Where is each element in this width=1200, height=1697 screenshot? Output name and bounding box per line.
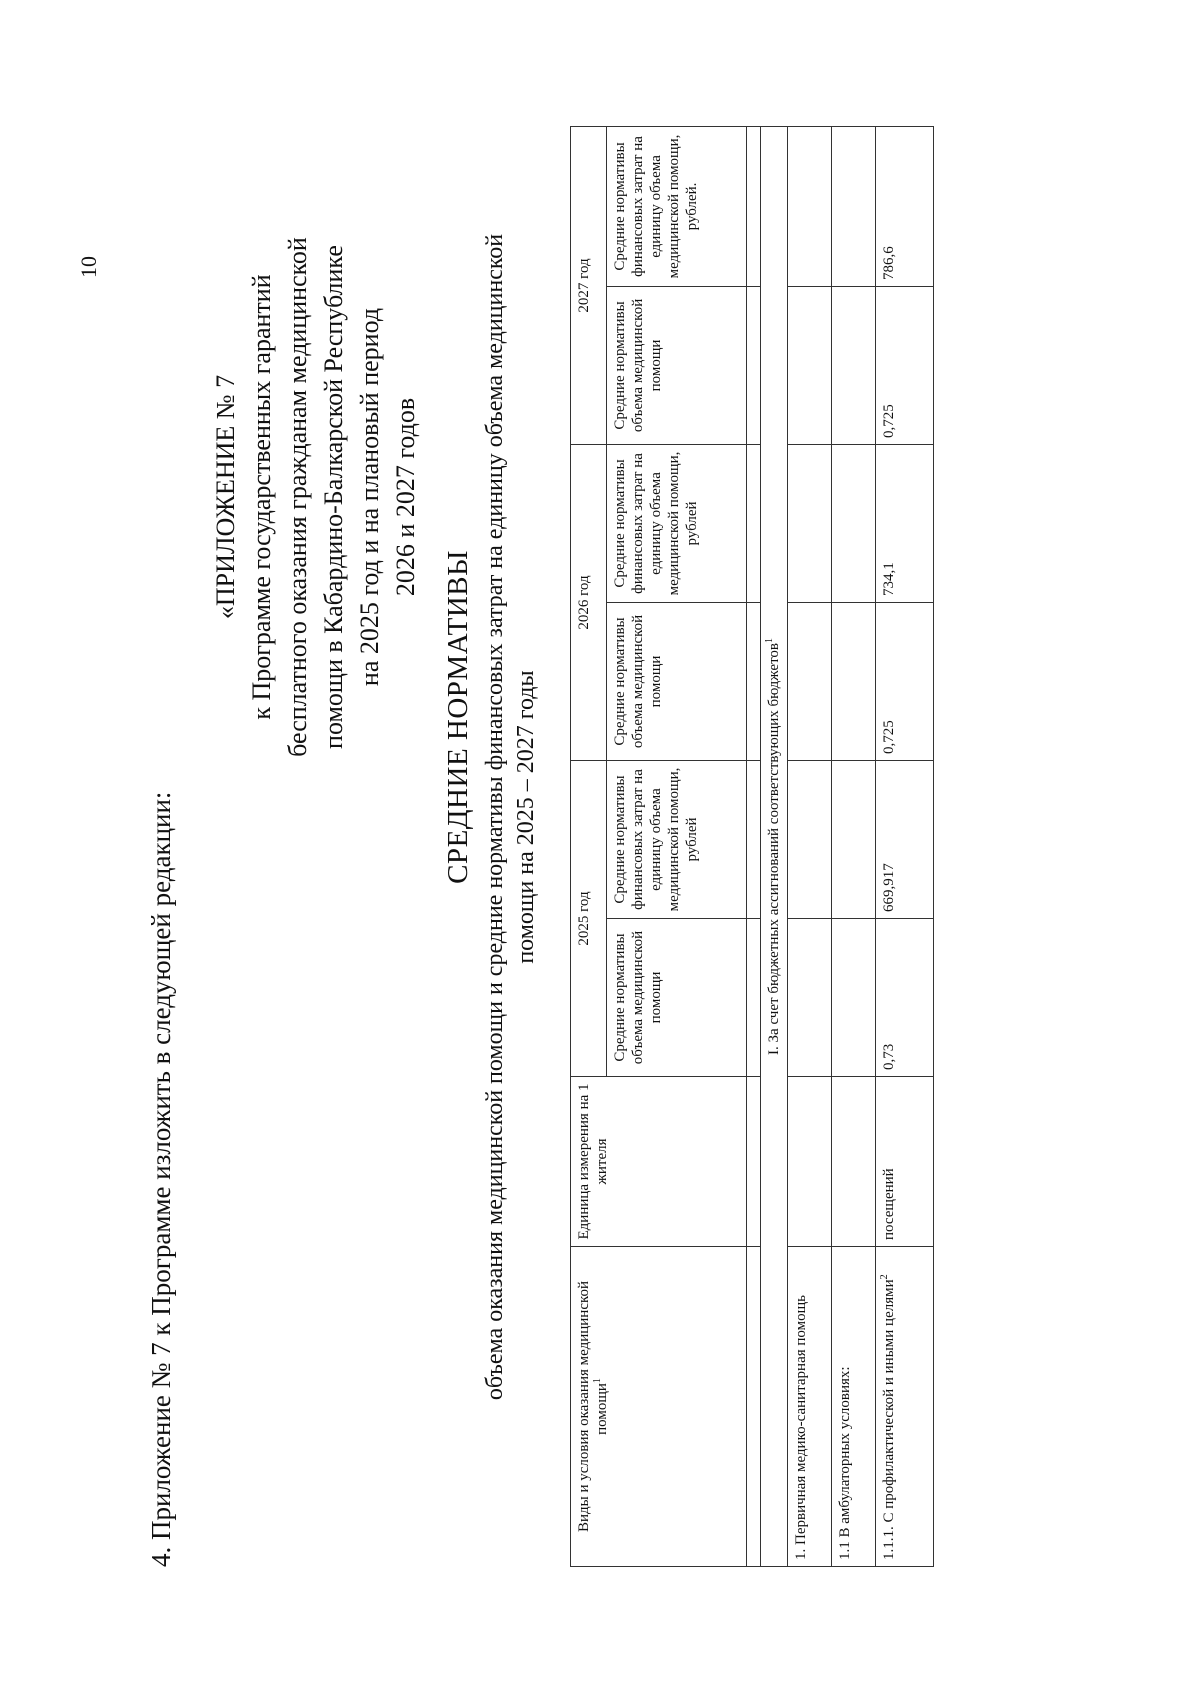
row-cost-2027: 786,6 xyxy=(876,126,934,286)
header-unit: Единица измерения на 1 жителя xyxy=(571,1077,747,1247)
appendix-line: бесплатного оказания гражданам медицинской xyxy=(283,237,312,757)
row-unit xyxy=(832,1077,876,1247)
row-volume-2027: 0,725 xyxy=(876,286,934,444)
table-row xyxy=(788,126,832,1566)
row-volume-2026 xyxy=(788,602,832,760)
row-cost-2025 xyxy=(832,760,876,918)
row-name: 1. Первичная медико-санитарная помощь xyxy=(788,1247,832,1567)
appendix-line: к Программе государственных гарантий xyxy=(247,274,276,720)
header-cost-2027: Средние нормативы финансовых затрат на единицу объема медицинской помощи, рублей. xyxy=(607,126,747,286)
appendix-heading xyxy=(208,117,424,877)
row-cost-2027 xyxy=(788,126,832,286)
row-cost-2026: 734,1 xyxy=(876,444,934,602)
section-title: I. За счет бюджетных ассигнований соответствующих бюджетов$^1$ xyxy=(761,126,788,1566)
norms-table xyxy=(570,126,934,1567)
header-year-2027: 2027 год xyxy=(571,126,607,444)
header-cost-2026: Средние нормативы финансовых затрат на единицу объема медицинской помощи, рублей xyxy=(607,444,747,602)
row-name: 1.1 В амбулаторных условиях: xyxy=(832,1247,876,1567)
row-volume-2025: 0,73 xyxy=(876,919,934,1077)
row-cost-2027 xyxy=(832,126,876,286)
row-volume-2025 xyxy=(832,919,876,1077)
row-volume-2026: 0,725 xyxy=(876,602,934,760)
row-volume-2025 xyxy=(788,919,832,1077)
row-unit xyxy=(788,1077,832,1247)
subtitle-line: объема оказания медицинской помощи и средние нормативы финансовых затрат на единицу объема медицинской xyxy=(482,233,508,1401)
header-kind-of-care: Виды и условия оказания медицинской помощи$^1$ xyxy=(571,1247,747,1567)
row-volume-2027 xyxy=(832,286,876,444)
subtitle-line: помощи на 2025 – 2027 годы xyxy=(513,670,539,964)
intro-line: 4. Приложение № 7 к Программе изложить в следующей редакции: xyxy=(146,791,176,1567)
row-unit: посещений xyxy=(876,1077,934,1247)
row-volume-2027 xyxy=(788,286,832,444)
document-subtitle xyxy=(480,117,542,1517)
appendix-line: 2026 и 2027 годов xyxy=(391,397,420,597)
header-cost-2025: Средние нормативы финансовых затрат на единицу объема медицинской помощи, рублей xyxy=(607,760,747,918)
row-cost-2026 xyxy=(832,444,876,602)
row-cost-2026 xyxy=(788,444,832,602)
spacer-row xyxy=(747,126,761,1566)
row-volume-2026 xyxy=(832,602,876,760)
header-volume-2026: Средние нормативы объема медицинской помощи xyxy=(607,602,747,760)
row-cost-2025 xyxy=(788,760,832,918)
row-cost-2025: 669,917 xyxy=(876,760,934,918)
header-volume-2027: Средние нормативы объема медицинской помощи xyxy=(607,286,747,444)
row-name: 1.1.1. С профилактической и иными целями$^2$ xyxy=(876,1247,934,1567)
page-number: 10 xyxy=(76,256,101,278)
table-row xyxy=(876,126,934,1566)
header-year-2025: 2025 год xyxy=(571,760,607,1076)
header-volume-2025: Средние нормативы объема медицинской помощи xyxy=(607,919,747,1077)
appendix-line: помощи в Кабардино-Балкарской Республике xyxy=(319,245,348,749)
table-row xyxy=(832,126,876,1566)
section-row xyxy=(761,126,788,1566)
appendix-line: на 2025 год и на плановый период xyxy=(355,307,384,687)
header-year-2026: 2026 год xyxy=(571,444,607,760)
appendix-line: «ПРИЛОЖЕНИЕ № 7 xyxy=(211,374,240,620)
document-title: СРЕДНИЕ НОРМАТИВЫ xyxy=(442,550,474,884)
